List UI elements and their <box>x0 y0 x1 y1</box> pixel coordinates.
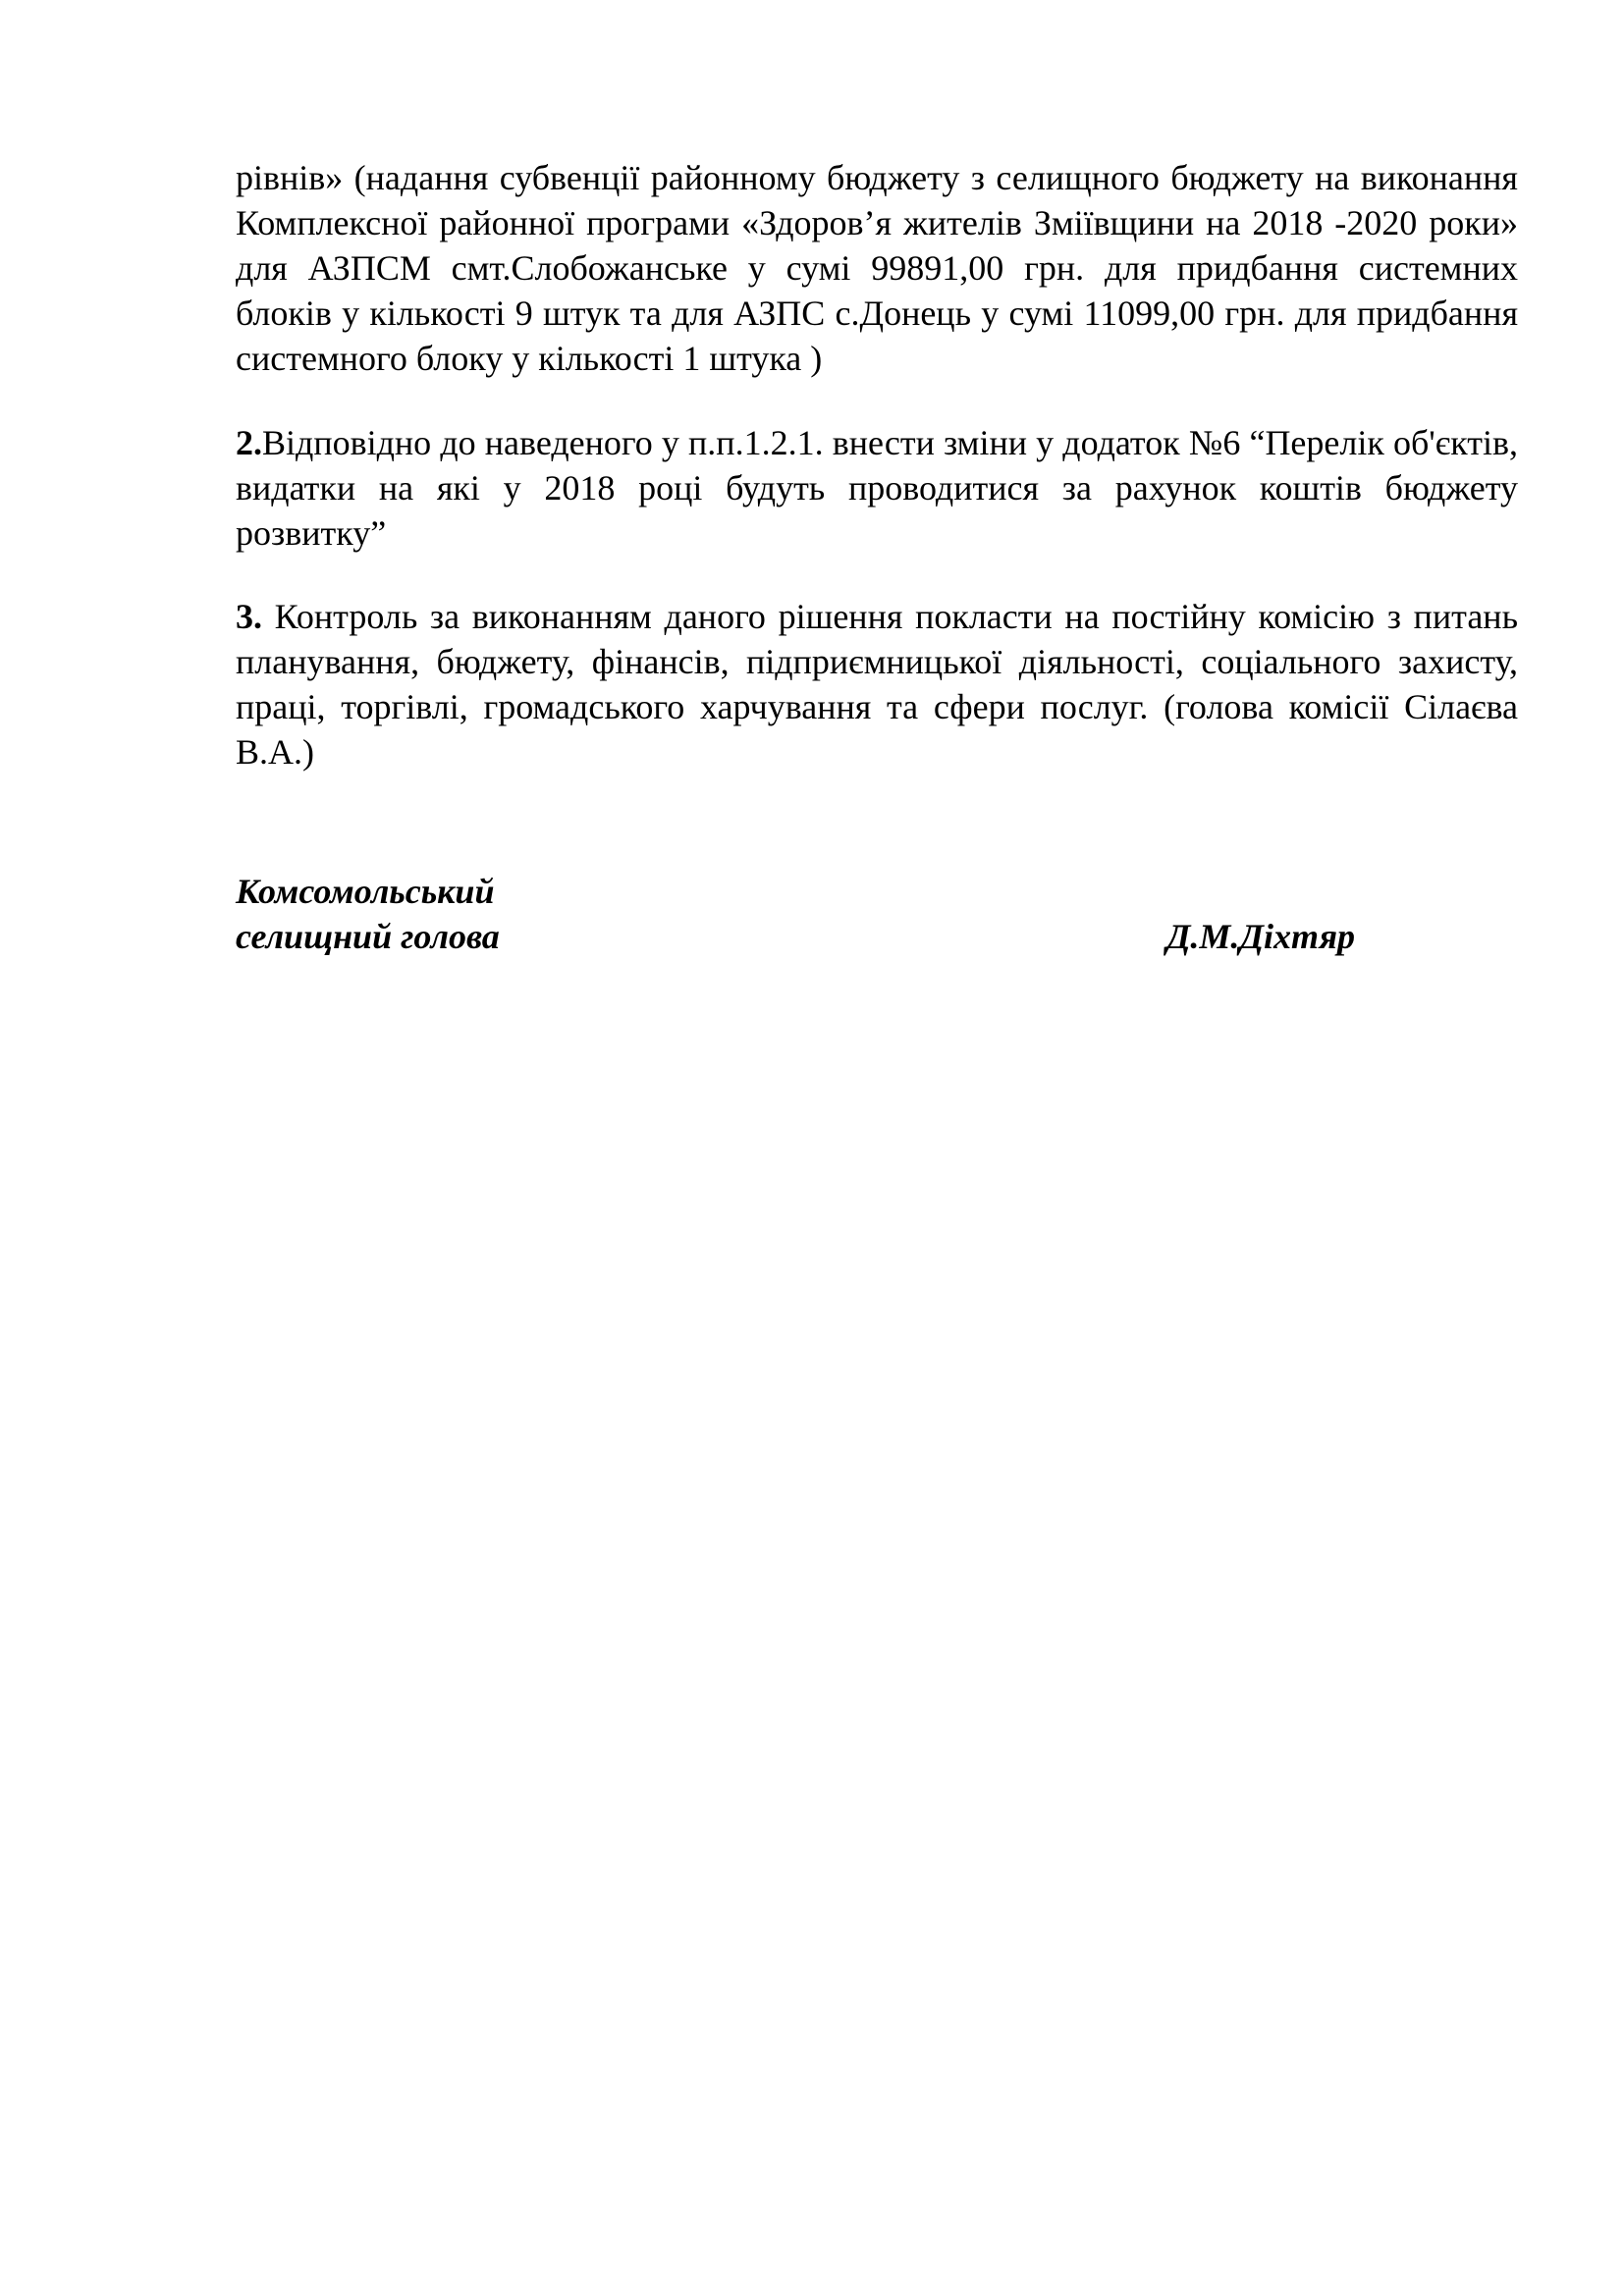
paragraph-3 <box>236 594 1518 774</box>
signature-name: Д.М.Діхтяр <box>1165 917 1355 956</box>
signature-block <box>236 869 1355 959</box>
signature-title-line-1: Комсомольський <box>236 872 495 911</box>
paragraph-1 <box>236 155 1518 381</box>
paragraph-3-number: 3. <box>236 597 262 636</box>
paragraph-3-text: Контроль за виконанням даного рішення покласти на постійну комісію з питань планування, бюджету, фінансів, підприємницької діяльності, соціального захисту, праці, торгівлі, громадського харчування та сфери послуг. (голова комісії Сілаєва В.А.) <box>236 597 1518 772</box>
paragraph-2-number: 2. <box>236 423 262 462</box>
signature-title-line-2: селищний голова <box>236 917 500 956</box>
paragraph-2 <box>236 420 1518 556</box>
signature-row <box>236 914 1355 959</box>
paragraph-1-text: рівнів» (надання субвенції районному бюджету з селищного бюджету на виконання Комплексної районної програми «Здоров’я жителів Зміївщини на 2018 -2020 роки» для АЗПСМ смт.Слобожанське у сумі 99891,00 грн. для придбання системних блоків у кількості 9 штук та для АЗПС с.Донець у сумі 11099,00 грн. для придбання системного блоку у кількості 1 штука ) <box>236 158 1518 378</box>
paragraph-2-text: Відповідно до наведеного у п.п.1.2.1. внести зміни у додаток №6 “Перелік об'єктів, видатки на які у 2018 році будуть проводитися за рахунок коштів бюджету розвитку” <box>236 423 1518 553</box>
